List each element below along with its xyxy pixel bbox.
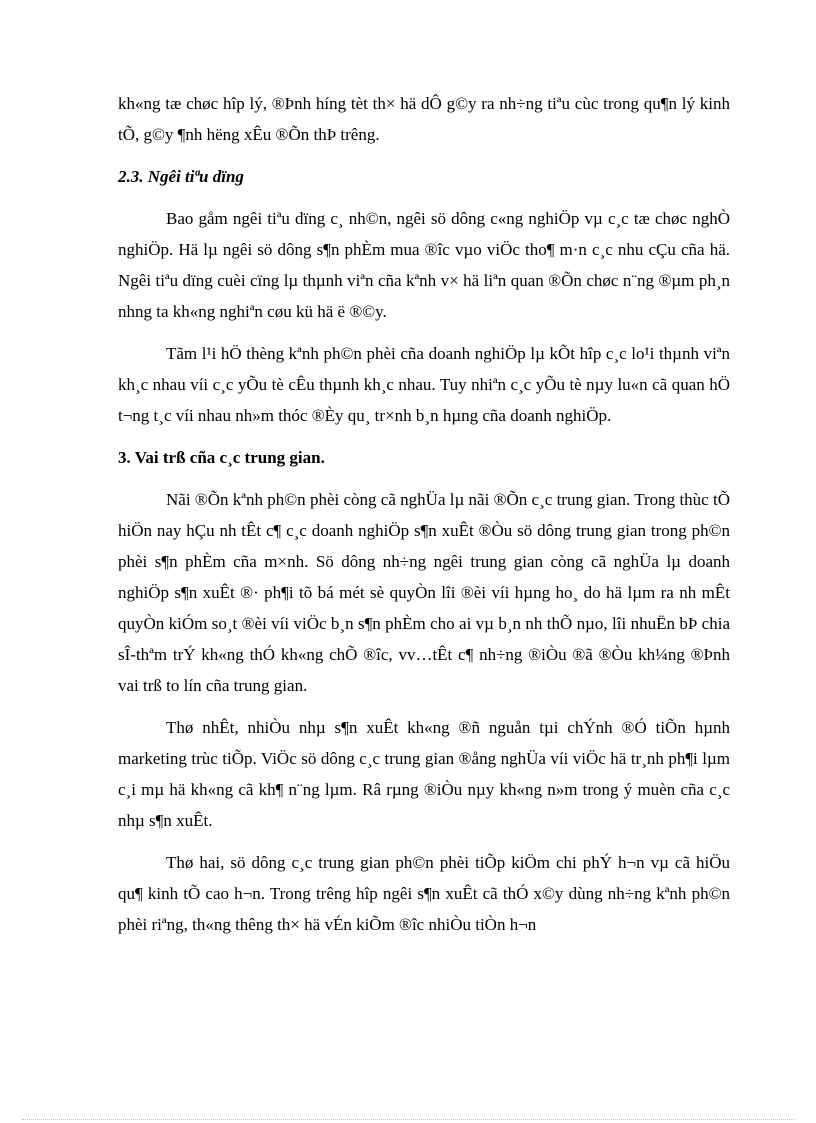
paragraph-consumers: Bao gåm ngêi tiªu dïng c¸ nh©n, ngêi sö dông c«ng nghiÖp vµ c¸c tæ chøc nghÒ nghiÖp. Hä lµ ngêi sö dông s¶n phÈm mua ®îc vµo viÖc tho¶ m·n c¸c nhu cÇu cña hä. Ngêi tiªu dïng cuèi cïng lµ thµnh viªn cña kªnh v× hä liªn quan ®Õn chøc n¨ng ®µm ph¸n nhng ta kh«ng nghiªn cøu kü hä ë ®©y. <box>118 209 730 321</box>
paragraph-second-reason: Thø hai, sö dông c¸c trung gian ph©n phèi tiÕp kiÖm chi phÝ h¬n vµ cã hiÖu qu¶ kinh tÕ cao h¬n. Trong trêng hîp ngêi s¶n xuÊt cã thÓ x©y dùng nh÷ng kªnh ph©n phèi riªng, th«ng thêng th× hä vÉn kiÕm ®îc nhiÒu tiÒn h¬n <box>118 853 730 934</box>
paragraph-continuation: kh«ng tæ chøc hîp lý, ®Þnh híng tèt th× hä dÔ g©y ra nh÷ng tiªu cùc trong qu¶n lý kinh tÕ, g©y ¶nh hëng xÊu ®Õn thÞ trêng. <box>118 94 730 144</box>
page-bottom-divider <box>22 1119 794 1120</box>
paragraph-intermediaries: Nãi ®Õn kªnh ph©n phèi còng cã nghÜa lµ nãi ®Õn c¸c trung gian. Trong thùc tÕ hiÖn nay hÇu nh tÊt c¶ c¸c doanh nghiÖp s¶n xuÊt ®Òu sö dông trung gian trong ph©n phèi s¶n phÈm cña m×nh. Sö dông nh÷ng ngêi trung gian còng cã nghÜa lµ doanh nghiÖp s¶n xuÊt ®· ph¶i tõ bá mét sè quyÒn lîi ®èi víi hµng ho¸ do hä lµm ra nh mÊt quyÒn kiÓm so¸t ®èi víi viÖc b¸n s¶n phÈm cho ai vµ b¸n nh thÕ nµo, lîi nhuËn bÞ chia sÎ-thªm trÝ kh«ng thÓ kh«ng chÕ ®îc, vv…tÊt c¶ nh÷ng ®iÒu ®ã ®Òu kh¼ng ®Þnh vai trß to lín cña trung gian. <box>118 490 730 695</box>
paragraph-first-reason: Thø nhÊt, nhiÒu nhµ s¶n xuÊt kh«ng ®ñ nguån tµi chÝnh ®Ó tiÕn hµnh marketing trùc tiÕp. ViÖc sö dông c¸c trung gian ®ång nghÜa víi viÖc hä tr¸nh ph¶i lµm c¸i mµ hä kh«ng cã kh¶ n¨ng lµm. Râ rµng ®iÒu nµy kh«ng n»m trong ý muèn cña c¸c nhµ s¶n xuÊt. <box>118 718 730 830</box>
page-content <box>118 88 730 940</box>
paragraph-summary: Tãm l¹i hÖ thèng kªnh ph©n phèi cña doanh nghiÖp lµ kÕt hîp c¸c lo¹i thµnh viªn kh¸c nhau víi c¸c yÕu tè cÊu thµnh kh¸c nhau. Tuy nhiªn c¸c yÕu tè nµy lu«n cã quan hÖ t¬ng t¸c víi nhau nh»m thóc ®Èy qu¸ tr×nh b¸n hµng cña doanh nghiÖp. <box>118 344 730 425</box>
section-heading-consumers: 2.3. Ngêi tiªu dïng <box>118 167 244 186</box>
section-heading-intermediaries: 3. Vai trß cña c¸c trung gian. <box>118 448 325 467</box>
